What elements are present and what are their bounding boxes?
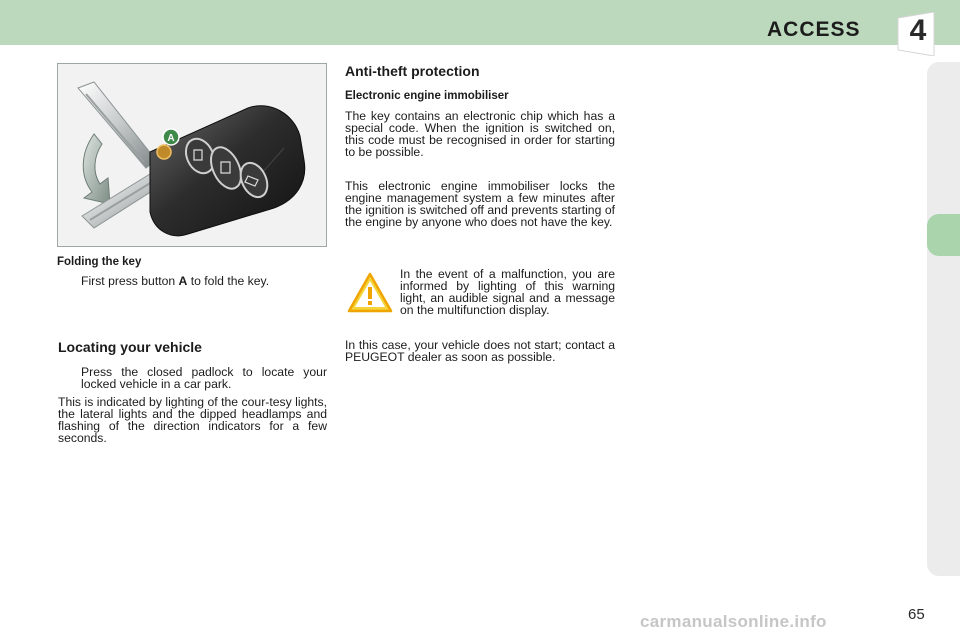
folding-bullet-text: First press button A to fold the key. [81,274,270,288]
chapter-title: ACCESS [767,18,861,41]
callout-a-label: A [167,133,175,144]
locating-body: This is indicated by lighting of the cour-tesy lights, the lateral lights and the dipped headlamps and flashing of the direction indicators for a few seconds. [58,395,327,445]
warning-triangle-icon [347,271,393,313]
immobiliser-para-1: The key contains an electronic chip which has a special code. When the ignition is switched on, this code must be recognised in order for starting to be possible. [345,109,615,159]
release-button-a [157,145,171,159]
key-drawing [58,64,326,246]
locating-heading: Locating your vehicle [58,339,202,355]
page-number: 65 [908,606,925,623]
immobiliser-subheading: Electronic engine immobiliser [345,90,509,102]
button-a-reference: A [178,274,188,288]
chapter-number: 4 [909,14,927,47]
folding-heading: Folding the key [57,256,142,268]
locating-bullet-text: Press the closed padlock to locate your locked vehicle in a car park. [81,365,327,391]
chapter-side-tab [927,214,960,256]
watermark: carmanualsonline.info [640,612,827,631]
warning-text: In the event of a malfunction, you are informed by lighting of this warning light, an audible signal and a message on the multifunction display. [400,267,615,317]
chapter-side-rail [927,62,960,576]
dealer-advice: In this case, your vehicle does not start; contact a PEUGEOT dealer as soon as possible. [345,338,615,364]
anti-theft-heading: Anti-theft protection [345,63,480,79]
immobiliser-para-2: This electronic engine immobiliser locks the engine management system a few minutes after the ignition is switched off and prevents starting of the engine by anyone who does not have the key. [345,179,615,229]
fold-arrow-icon [83,134,110,204]
key-illustration [57,63,327,247]
